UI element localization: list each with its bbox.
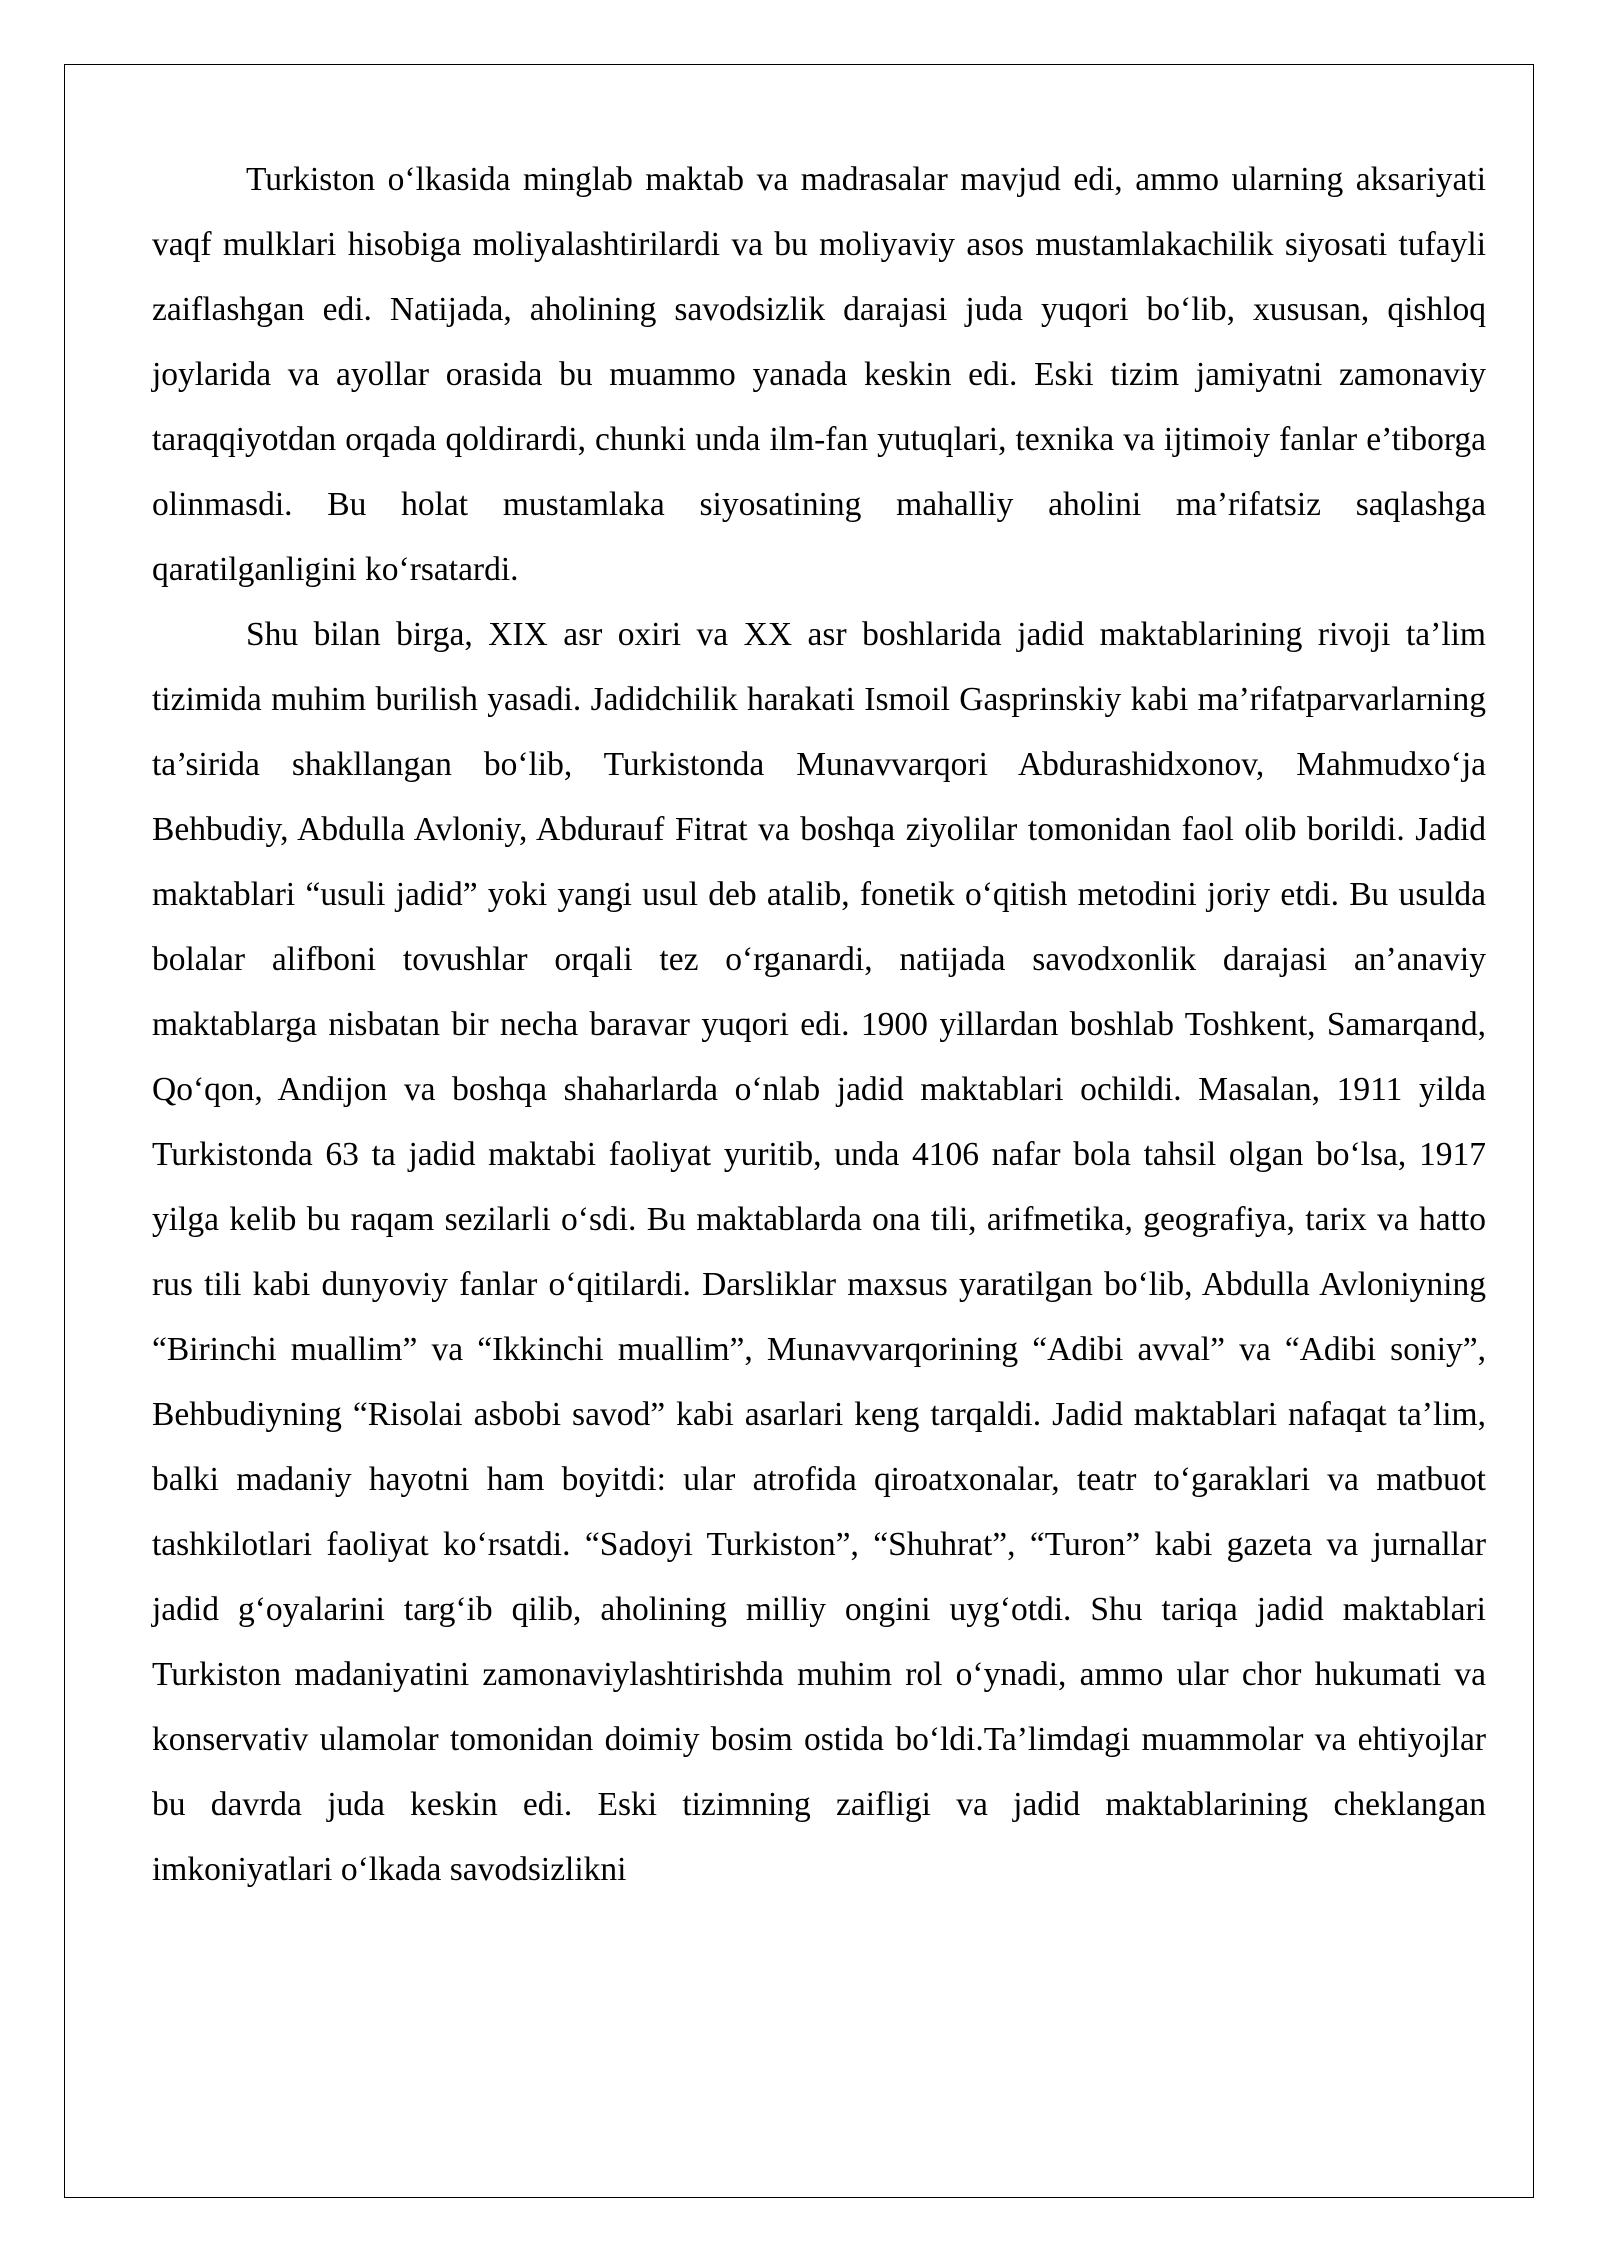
paragraph-1: Turkiston o‘lkasida minglab maktab va madrasalar mavjud edi, ammo ularning aksariyati vaqf mulklari hisobiga moliyalashtirilardi va bu moliyaviy asos mustamlakachilik siyosati tufayli zaiflashgan edi. Natijada, aholining savodsizlik darajasi juda yuqori bo‘lib, xususan, qishloq joylarida va ayollar orasida bu muammo yanada keskin edi. Eski tizim jamiyatni zamonaviy taraqqiyotdan orqada qoldirardi, chunki unda ilm-fan yutuqlari, texnika va ijtimoiy fanlar e’tiborga olinmasdi. Bu holat mustamlaka siyosatining mahalliy aholini ma’rifatsiz saqlashga qaratilganligini ko‘rsatardi.	[152, 161, 1486, 588]
document-body	[152, 147, 1486, 1902]
paragraph-2: Shu bilan birga, XIX asr oxiri va XX asr boshlarida jadid maktablarining rivoji ta’lim tizimida muhim burilish yasadi. Jadidchilik harakati Ismoil Gasprinskiy kabi ma’rifatparvarlarning ta’sirida shakllangan bo‘lib, Turkistonda Munavvarqori Abdurashidxonov, Mahmudxo‘ja Behbudiy, Abdulla Avloniy, Abdurauf Fitrat va boshqa ziyolilar tomonidan faol olib borildi. Jadid maktablari “usuli jadid” yoki yangi usul deb atalib, fonetik o‘qitish metodini joriy etdi. Bu usulda bolalar alifboni tovushlar orqali tez o‘rganardi, natijada savodxonlik darajasi an’anaviy maktablarga nisbatan bir necha baravar yuqori edi. 1900 yillardan boshlab Toshkent, Samarqand, Qo‘qon, Andijon va boshqa shaharlarda o‘nlab jadid maktablari ochildi. Masalan, 1911 yilda Turkistonda 63 ta jadid maktabi faoliyat yuritib, unda 4106 nafar bola tahsil olgan bo‘lsa, 1917 yilga kelib bu raqam sezilarli o‘sdi. Bu maktablarda ona tili, arifmetika, geografiya, tarix va hatto rus tili kabi dunyoviy fanlar o‘qitilardi. Darsliklar maxsus yaratilgan bo‘lib, Abdulla Avloniyning “Birinchi muallim” va “Ikkinchi muallim”, Munavvarqorining “Adibi avval” va “Adibi soniy”, Behbudiyning “Risolai asbobi savod” kabi asarlari keng tarqaldi. Jadid maktablari nafaqat ta’lim, balki madaniy hayotni ham boyitdi: ular atrofida qiroatxonalar, teatr to‘garaklari va matbuot tashkilotlari faoliyat ko‘rsatdi. “Sadoyi Turkiston”, “Shuhrat”, “Turon” kabi gazeta va jurnallar jadid g‘oyalarini targ‘ib qilib, aholining milliy ongini uyg‘otdi. Shu tariqa jadid maktablari Turkiston madaniyatini zamonaviylashtirishda muhim rol o‘ynadi, ammo ular chor hukumati va konservativ ulamolar tomonidan doimiy bosim ostida bo‘ldi.Ta’limdagi muammolar va ehtiyojlar bu davrda juda keskin edi. Eski tizimning zaifligi va jadid maktablarining cheklangan imkoniyatlari o‘lkada savodsizlikni	[152, 616, 1486, 1888]
